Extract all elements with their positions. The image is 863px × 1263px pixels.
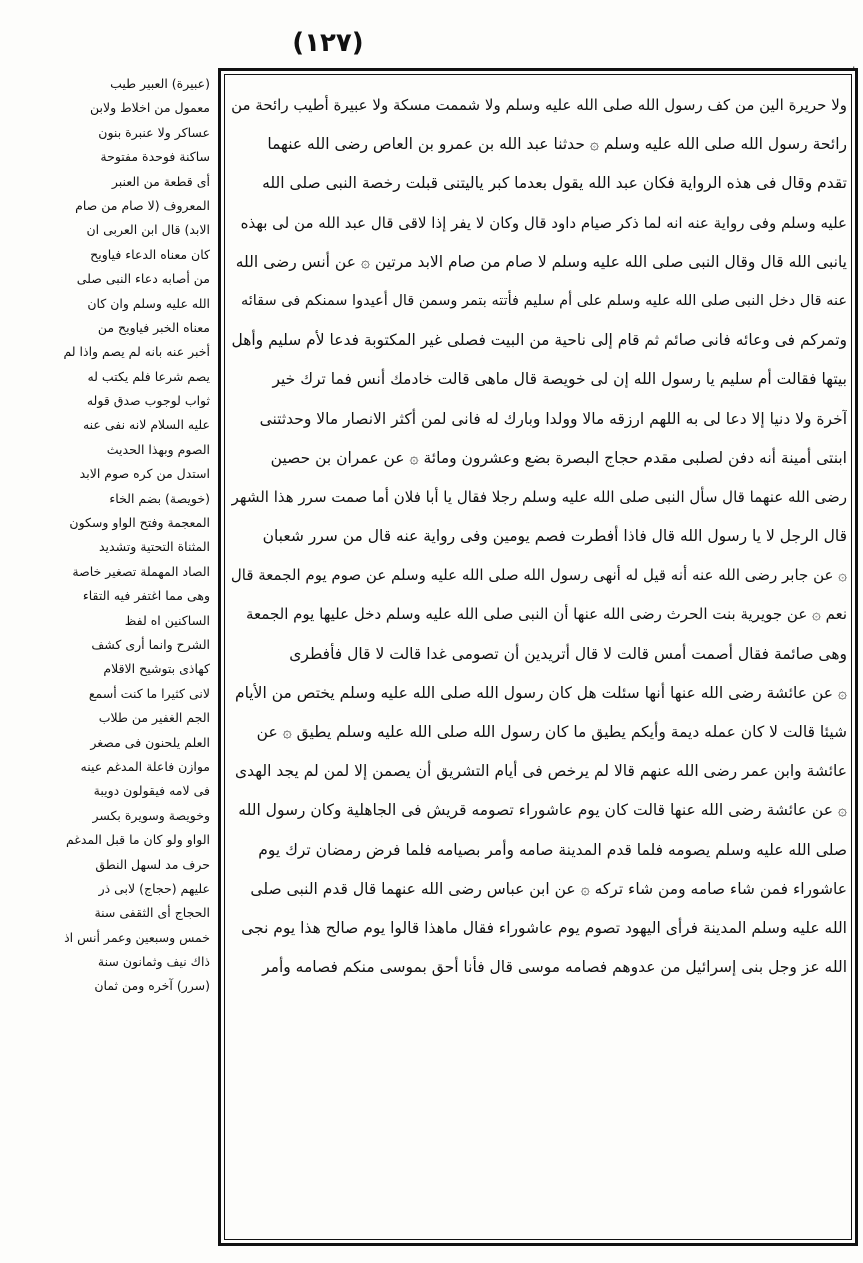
margin-line: معمول من اخلاط ولابن: [89, 100, 210, 116]
main-text-line: وتمركم فى وعائه فانى صائم ثم قام إلى ناحية من البيت فصلى غير المكتوبة فدعا لأم سليم وأهل: [231, 331, 847, 350]
margin-line: الحجاج أى الثقفى سنة: [94, 905, 210, 921]
margin-line: ساكنة فوحدة مفتوحة: [100, 149, 210, 165]
main-text-line: ۞ عن عائشة رضى الله عنها أنها سئلت هل كان رسول الله صلى الله عليه وسلم يختص من الأيام: [234, 683, 847, 702]
main-text-line: عاشوراء فمن شاء صامه ومن شاء تركه ۞ عن ابن عباس رضى الله عنهما قال قدم النبى صلى: [250, 879, 847, 898]
margin-line: المثناة التحتية وتشديد: [99, 539, 210, 555]
margin-line: (عبيرة) العبير طيب: [110, 76, 210, 91]
margin-line: أخبر عنه بانه لم يصم واذا لم: [63, 344, 210, 360]
margin-line: الله عليه وسلم وان كان: [87, 295, 210, 311]
margin-line: لانى كثيرا ما كنت أسمع: [88, 685, 210, 701]
margin-line: استدل من كره صوم الابد: [79, 466, 210, 482]
main-text-line: نعم ۞ عن جويرية بنت الحرث رضى الله عنها أن النبى صلى الله عليه وسلم دخل عليها يوم الجمعة: [246, 605, 847, 624]
margin-line: وهى مما اغتفر فيه التقاء: [82, 588, 210, 604]
main-text-line: عليه وسلم وفى رواية عنه انه لما ذكر صيام داود قال وكان لا يفر إذا لاقى قال عبد الله من لى بهذه: [240, 213, 847, 232]
margin-line: ثواب لوجوب صدق قوله: [86, 393, 210, 409]
margin-line: الصاد المهملة تصغير خاصة: [72, 563, 210, 579]
main-text-line: رائحة رسول الله صلى الله عليه وسلم ۞ حدثنا عبد الله بن عمرو بن العاص رضى الله عنهما: [267, 135, 847, 154]
page-number: (١٢٧): [292, 28, 364, 58]
margin-line: الواو ولو كان ما قبل المدغم: [65, 832, 210, 848]
margin-line: حرف مد لسهل النطق: [95, 856, 210, 872]
margin-line: الابد) قال ابن العربى ان: [86, 222, 210, 238]
margin-line: كهاذى بتوشيح الاقلام: [103, 661, 210, 677]
main-text-line: ولا حريرة الين من كف رسول الله صلى الله عليه وسلم ولا شممت مسكة ولا عبيرة أطيب رائحة من: [231, 96, 847, 114]
main-text-line: ابنتى أمينة أنه دفن لصلبى مقدم حجاج البصرة بضع وعشرون ومائة ۞ عن عمران بن حصين: [270, 448, 847, 467]
margin-line: العلم يلحنون فى مصغر: [90, 734, 210, 750]
margin-line: المعجمة وفتح الواو وسكون: [69, 515, 210, 531]
margin-line: عليه السلام لانه نفى عنه: [82, 417, 210, 433]
margin-line: أى قطعة من العنبر: [111, 173, 210, 189]
margin-line: الساكنين اه لفظ: [124, 612, 210, 628]
main-text-body: [230, 86, 847, 1231]
corner-mark: ٠: [851, 62, 857, 73]
main-text-line: عنه قال دخل النبى صلى الله عليه وسلم على أم سليم فأتته بتمر وسمن قال أعيدوا سمنكم فى سقائه: [240, 292, 847, 309]
main-text-line: رضى الله عنهما قال سأل النبى صلى الله عليه وسلم رجلا فقال يا أبا فلان أما صمت سرر هذا الشهر: [231, 487, 847, 506]
margin-line: كان معناه الدعاء فياويح: [90, 246, 210, 262]
margin-line: وخويصة وسويرة بكسر: [92, 807, 210, 823]
margin-line: المعروف (لا صام من صام: [75, 197, 210, 213]
main-text-line: ۞ عن عائشة رضى الله عنها قالت كان يوم عاشوراء تصومه قريش فى الجاهلية وكان رسول الله: [238, 801, 847, 820]
margin-line: من أصابه دعاء النبى صلى: [76, 271, 210, 287]
margin-line: عساكر ولا عنبرة بنون: [98, 124, 210, 140]
main-text-line: الله عليه وسلم المدينة فرأى اليهود تصوم يوم عاشوراء فقال ماهذا قالوا يوم صالح هذا يوم نجى: [241, 918, 847, 937]
margin-line: عليهم (حجاج) لابى ذر: [98, 880, 210, 896]
main-text-line: شيئا قالت لا كان عمله ديمة وأيكم يطيق ما كان رسول الله صلى الله عليه وسلم يطيق ۞ عن: [256, 723, 847, 741]
margin-line: الشرح وانما أرى كشف: [91, 636, 210, 652]
margin-line: يصم شرعا فلم يكتب له: [87, 368, 210, 384]
margin-line: (سرر) آخره ومن ثمان: [94, 978, 210, 994]
margin-line: (خويصة) بضم الخاء: [109, 490, 210, 506]
margin-line: الجم الغفير من طلاب: [98, 710, 210, 726]
main-text-line: ۞ عن جابر رضى الله عنه أنه قيل له أنهى رسول الله صلى الله عليه وسلم عن صوم يوم الجمعة قال: [230, 566, 847, 585]
margin-line: خمس وسبعين وعمر أنس اذ: [64, 929, 210, 945]
margin-line: فى لامه فيقولون دويبة: [93, 783, 210, 799]
main-text-line: يانبى الله قال وقال النبى صلى الله عليه وسلم لا صام من صام الابد مرتين ۞ عن أنس رضى الله: [235, 252, 847, 271]
margin-line: ذاك نيف وثمانون سنة: [97, 954, 210, 970]
margin-commentary: [4, 72, 210, 1242]
main-text-line: قال الرجل لا يا رسول الله قال فاذا أفطرت فصم يومين وفى رواية عنه قال من سرر شعبان: [262, 527, 847, 546]
main-text-line: آخرة ولا دنيا إلا دعا لى به اللهم ارزقه مالا وولدا وبارك له فانى لمن أكثر الانصار مالا وحدثتنى: [259, 409, 847, 428]
main-text-line: تقدم وقال فى هذه الرواية فكان عبد الله يقول بعدما كبر ياليتنى قبلت رخصة النبى صلى الله: [262, 174, 847, 193]
main-text-line: بيتها فقالت أم سليم يا رسول الله إن لى خويصة قال ماهى قالت خادمك أنس فما ترك خير: [272, 370, 847, 389]
main-text-line: وهى صائمة فقال أصمت أمس قالت لا قال أتريدين أن تصومى غدا قالت لا قال فأفطرى: [289, 644, 847, 663]
main-text-line: صلى الله عليه وسلم يصومه فلما قدم المدينة صامه وأمر بصيامه فلما فرض رمضان ترك يوم: [258, 840, 847, 859]
margin-line: معناه الخبر فياويح من: [97, 319, 210, 335]
margin-line: موازن فاعلة المدغم عينه: [80, 758, 210, 774]
margin-line: الصوم وبهذا الحديث: [106, 441, 210, 457]
main-text-line: عائشة وابن عمر رضى الله عنهم قالا لم يرخص فى أيام التشريق أن يصمن إلا لمن لم يجد الهدى: [234, 762, 847, 781]
main-text-line: الله عز وجل بنى إسرائيل من عدوهم فصامه موسى قال فأنا أحق بموسى منكم فصامه وأمر: [262, 958, 847, 977]
